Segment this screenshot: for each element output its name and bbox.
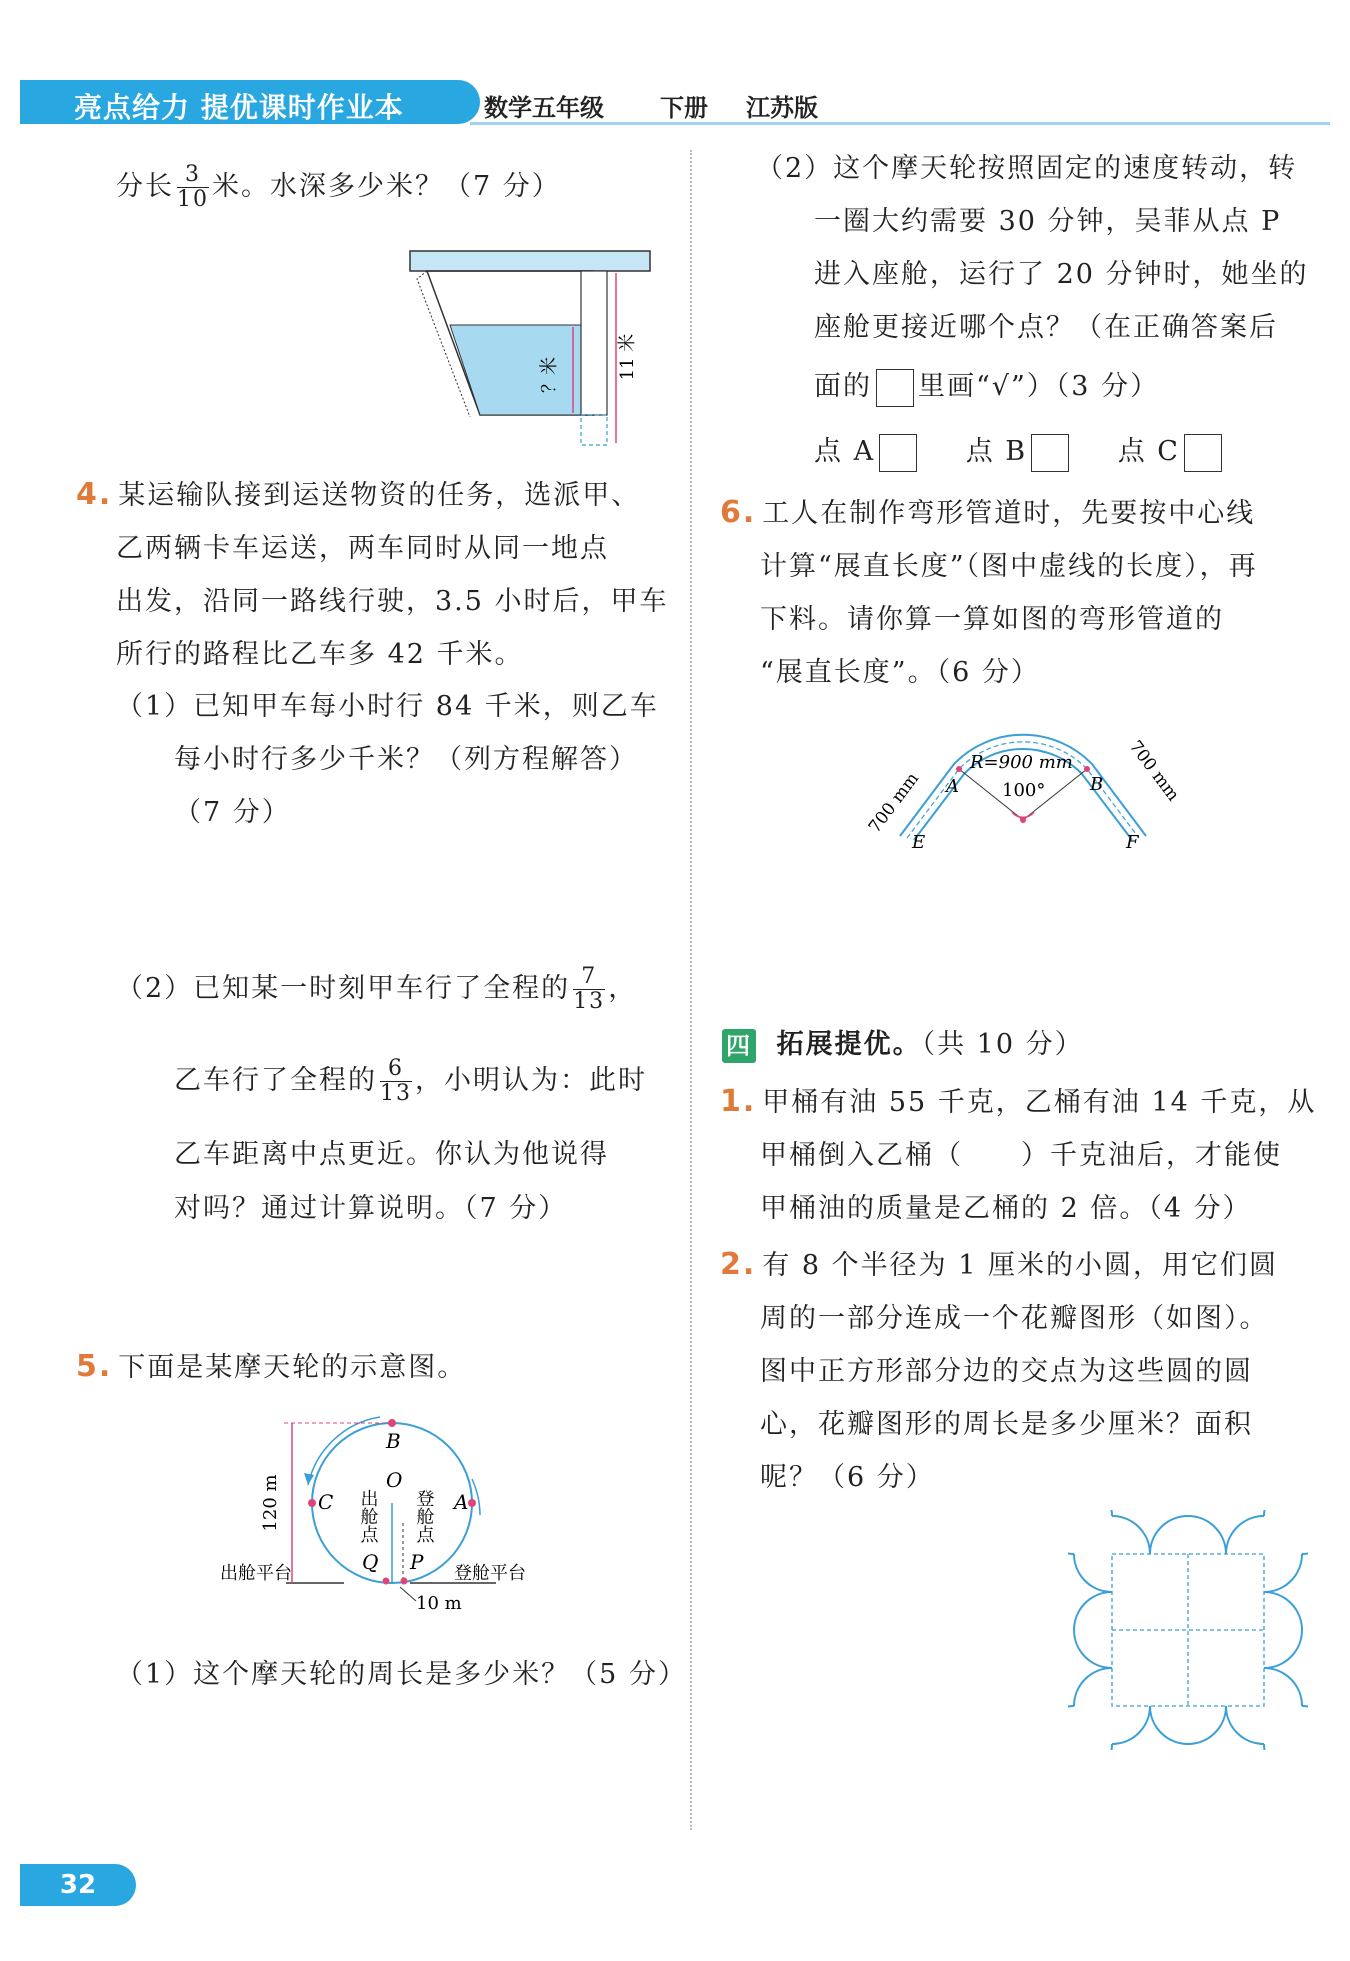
label-left-len: 700 mm (864, 768, 924, 837)
label-height: 120 m (260, 1474, 281, 1532)
option-B-box[interactable] (1031, 434, 1069, 472)
fraction-3-10: $\frac{3}{10}$ (177, 162, 209, 212)
s4-q2: 2. 有 8 个半径为 1 厘米的小圆，用它们圆 周的一部分连成一个花瓣图形（如图）。 图中正方形部分边的交点为这些圆的圆 心，花瓣图形的周长是多少厘米？面积 呢？（6 分） (720, 1247, 1278, 1493)
label-board-point: 登舱点 (413, 1489, 435, 1543)
option-A-label: 点 A (814, 436, 876, 467)
q5-number: 5. (76, 1349, 113, 1384)
q5-part1: （1）这个摩天轮的周长是多少米？（5 分） (116, 1659, 687, 1690)
option-C-label: 点 C (1117, 436, 1180, 467)
page-number: 32 (20, 1864, 136, 1906)
bent-pipe-figure (860, 712, 1200, 852)
header-edition: 江苏版 (746, 94, 818, 122)
option-A-box[interactable] (879, 434, 917, 472)
brand-title: 亮点给力 提优课时作业本 (74, 91, 404, 124)
label-exit-point: 出舱点 (357, 1489, 379, 1543)
q4-part1: （1）已知甲车每小时行 84 千米，则乙车 每小时行多少千米？（列方程解答） （7 分） (116, 691, 659, 828)
ferris-wheel-figure (210, 1405, 570, 1625)
option-C-box[interactable] (1184, 434, 1222, 472)
q4-part2-line1: （2）已知某一时刻甲车行了全程的 $\frac{7}{13}$ ， (116, 964, 638, 1014)
measuring-pole (581, 271, 607, 415)
label-P: P (410, 1550, 424, 1574)
q4-number: 4. (76, 477, 113, 512)
q4-part2-line2: 乙车行了全程的 $\frac{6}{13}$ ，小明认为：此时 (174, 1056, 647, 1106)
header-subject: 数学五年级 (484, 94, 604, 122)
label-B: B (386, 1429, 401, 1453)
label-A: A (454, 1490, 469, 1514)
q6-number: 6. (720, 495, 757, 530)
q4-stem: 4. 某运输队接到运送物资的任务，选派甲、 乙两辆卡车运送，两车同时从同一地点 出发，沿同一路线行驶，3.5 小时后，甲车 所行的路程比乙车多 42 千米。 (76, 477, 669, 670)
label-O: O (386, 1468, 403, 1492)
section-4-heading: 四 拓展提优。（共 10 分） (722, 1018, 1084, 1071)
q5-stem: 5. 下面是某摩天轮的示意图。 (76, 1349, 467, 1384)
pole-buried-part (581, 415, 607, 445)
label-B: B (1090, 774, 1104, 795)
petal-outline (1068, 1510, 1308, 1750)
label-R: R=900 mm (970, 752, 1073, 773)
answer-sample-box (876, 369, 914, 407)
label-F: F (1126, 832, 1139, 852)
label-exit-platform: 出舱平台 (220, 1563, 292, 1584)
label-board-platform: 登舱平台 (454, 1563, 526, 1584)
water-region (450, 325, 593, 415)
section-4-title: 拓展提优。 (776, 1029, 922, 1060)
s4-q1: 1. 甲桶有油 55 千克，乙桶有油 14 千克，从 甲桶倒入乙桶（ ）千克油后，才能使 甲桶油的质量是乙桶的 2 倍。（4 分） (720, 1084, 1317, 1224)
q5-options (756, 425, 1336, 478)
column-divider (690, 150, 692, 1830)
label-gap: 10 m (416, 1593, 462, 1614)
tank-top-plank (410, 251, 650, 271)
label-angle: 100° (1002, 780, 1046, 801)
label-A: A (946, 776, 959, 797)
petal-figure (1068, 1510, 1308, 1750)
label-Q: Q (362, 1550, 379, 1574)
s4-q1-number: 1. (720, 1084, 757, 1119)
q4-part2-line4: 对吗？通过计算说明。（7 分） (174, 1193, 568, 1224)
s4-q2-number: 2. (720, 1247, 757, 1282)
q5-part2: （2）这个摩天轮按照固定的速度转动，转 一圈大约需要 30 分钟，吴菲从点 P 进入座舱，运行了 20 分钟时，她坐的 座舱更接近哪个点？（在正确答案后 面的 里画“√”）（3 分） 点 A 点 B 点 C (756, 142, 1336, 478)
q4-part2-line3: 乙车距离中点更近。你认为他说得 (174, 1139, 609, 1170)
rotation-arrow-right (472, 1479, 480, 1515)
section-4-badge: 四 (722, 1029, 756, 1063)
depth-label: ？米 (539, 357, 560, 393)
water-tank-figure (405, 245, 670, 455)
option-B-label: 点 B (965, 436, 1028, 467)
total-label: 11 米 (617, 333, 638, 381)
label-right-len: 700 mm (1124, 736, 1184, 805)
header-volume: 下册 (660, 94, 708, 122)
label-E: E (912, 832, 926, 852)
q6-stem: 6. 工人在制作弯形管道时，先要按中心线 计算“展直长度”（图中虚线的长度），再 下料。请你算一算如图的弯形管道的 “展直长度”。（6 分） (720, 495, 1258, 688)
label-C: C (318, 1490, 334, 1514)
q3-tail: 分长 $\frac{3}{10}$ 米。水深多少米？（7 分） (116, 162, 561, 212)
